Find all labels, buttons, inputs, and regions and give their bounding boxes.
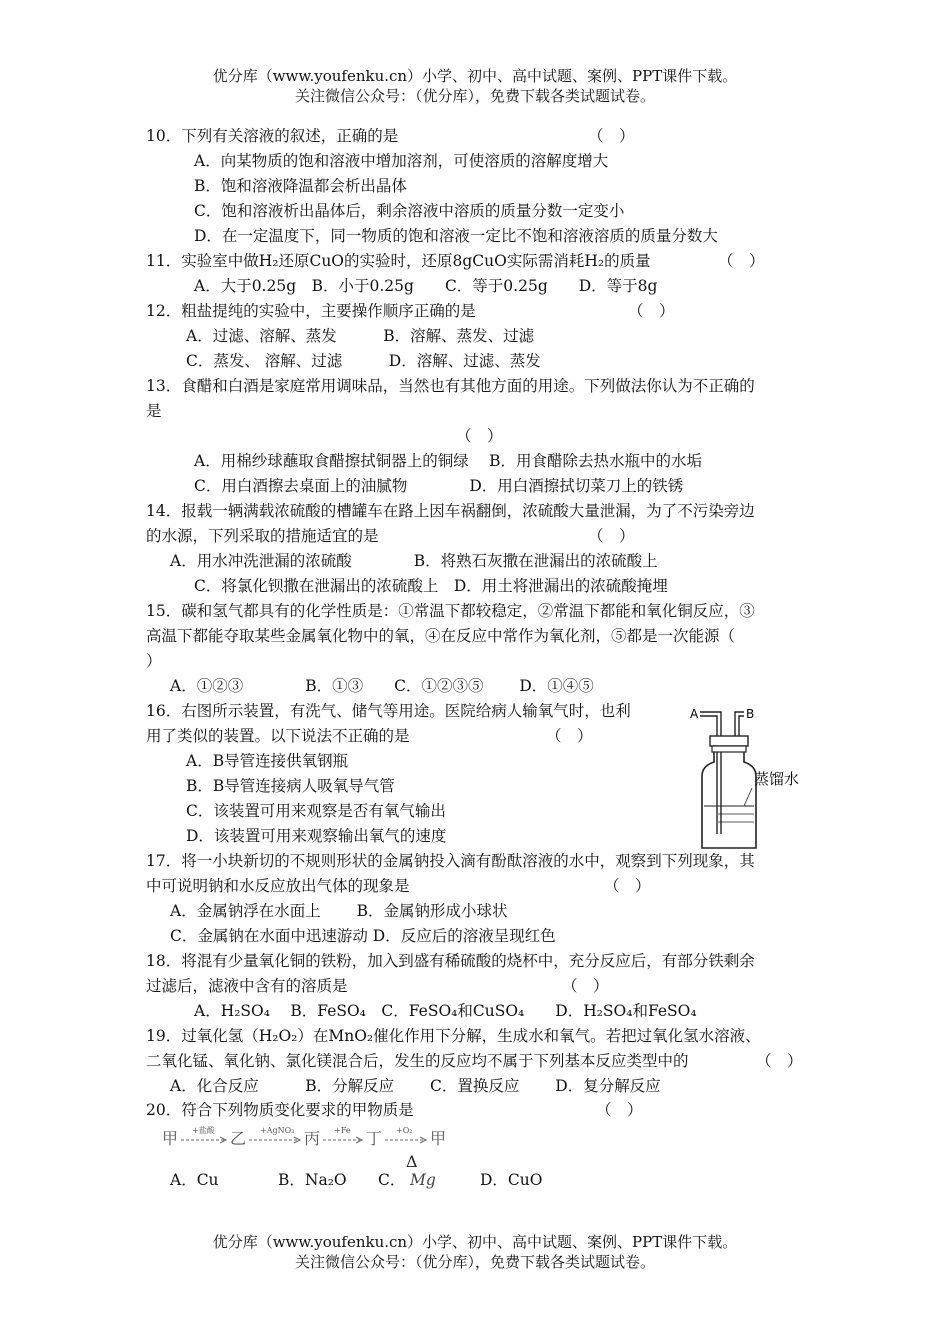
q15-stem-2: 高温下都能夺取某些金属氧化物中的氧，④在反应中常作为氧化剂，⑤都是一次能源（: [146, 627, 736, 645]
substance-ding: 丁: [366, 1129, 383, 1148]
q12-stem: 12．粗盐提纯的实验中，主要操作顺序正确的是: [146, 302, 476, 320]
q15-stem-3: ）: [146, 652, 162, 670]
q10-paren: （ ）: [588, 127, 635, 145]
q14-paren: （ ）: [588, 527, 635, 545]
reagent-fe: +Fe: [334, 1126, 351, 1135]
q17-stem-1: 17．将一小块新切的不规则形状的金属钠投入滴有酚酞溶液的水中，观察到下列现象，其: [146, 852, 755, 870]
q10-option-d: D．在一定温度下，同一物质的饱和溶液一定比不饱和溶液溶质的质量分数大: [194, 227, 718, 245]
q15-stem-1: 15．碳和氢气都具有的化学性质是：①常温下都较稳定，②常温下都能和氧化铜反应，③: [146, 602, 755, 620]
q12-paren: （ ）: [628, 302, 675, 320]
q10-option-a: A．向某物质的饱和溶液中增加溶剂，可使溶质的溶解度增大: [194, 152, 609, 170]
q11-stem: 11．实验室中做H₂还原CuO的实验时，还原8gCuO实际需消耗H₂的质量: [146, 252, 651, 270]
reaction-chain: [162, 1125, 462, 1171]
q20-option-c: C．: [378, 1171, 406, 1189]
gas-washing-bottle-diagram: [688, 702, 836, 850]
q18-paren: （ ）: [562, 977, 609, 995]
substance-jia: 甲: [162, 1129, 179, 1148]
q13-options-ab: A．用棉纱球蘸取食醋擦拭铜器上的铜绿 B．用食醋除去热水瓶中的水垢: [194, 452, 703, 470]
q16-option-c: C．该装置可用来观察是否有氧气输出: [186, 802, 446, 820]
q18-options: A．H₂SO₄ B．FeSO₄ C．FeSO₄和CuSO₄ D．H₂SO₄和FeSO₄: [194, 1002, 697, 1020]
substance-jia-end: 甲: [430, 1129, 447, 1148]
q13-options-cd: C．用白酒擦去桌面上的油腻物 D．用白酒擦拭切菜刀上的铁锈: [194, 477, 684, 495]
q19-options: A．化合反应 B．分解反应 C．置换反应 D．复分解反应: [170, 1077, 661, 1095]
q19-stem-2: 二氧化锰、氧化钠、氯化镁混合后，发生的反应均不属于下列基本反应类型中的: [146, 1052, 689, 1070]
q17-options-ab: A．金属钠浮在水面上 B．金属钠形成小球状: [170, 902, 508, 920]
q13-stem-1: 13．食醋和白酒是家庭常用调味品，当然也有其他方面的用途。下列做法你认为不正确的: [146, 377, 755, 395]
q14-stem-1: 14．报载一辆满载浓硫酸的槽罐车在路上因车祸翻倒，浓硫酸大量泄漏，为了不污染旁边: [146, 502, 755, 520]
q19-paren: （ ）: [756, 1052, 803, 1070]
footer-line-2: 关注微信公众号：（优分库），免费下载各类试题试卷。: [294, 1253, 655, 1271]
q20-stem: 20．符合下列物质变化要求的甲物质是: [146, 1101, 414, 1119]
header-line-2: 关注微信公众号：（优分库），免费下载各类试题试卷。: [294, 87, 655, 105]
q14-options-cd: C．将氯化钡撒在泄漏出的浓硫酸上 D．用土将泄漏出的浓硫酸掩埋: [194, 577, 668, 595]
tube-label-a: A: [690, 707, 699, 721]
q16-option-b: B．B导管连接病人吸氧导气管: [186, 777, 395, 795]
q20-option-b: B．Na₂O: [278, 1171, 347, 1189]
q17-stem-2: 中可说明钠和水反应放出气体的现象是: [146, 877, 410, 895]
q12-options-cd: C．蒸发、 溶解、过滤 D．溶解、过滤、蒸发: [186, 352, 541, 370]
q20-paren: （ ）: [596, 1101, 643, 1119]
footer-line-1: 优分库（www.youfenku.cn）小学、初中、高中试题、案例、PPT课件下载。: [212, 1233, 738, 1251]
q16-stem-1: 16．右图所示装置，有洗气、储气等用途。医院给病人输氧气时，也利: [146, 702, 631, 720]
q13-stem-2: 是: [146, 402, 162, 420]
q10-stem: 10．下列有关溶液的叙述，正确的是: [146, 127, 399, 145]
q14-stem-2: 的水源，下列采取的措施适宜的是: [146, 527, 379, 545]
reagent-agno3: +AgNO₃: [260, 1126, 295, 1135]
reagent-hcl: +盐酸: [192, 1126, 215, 1135]
q20-option-d: D．CuO: [480, 1171, 543, 1189]
q20-option-a: A．Cu: [170, 1171, 219, 1189]
q20-option-c-value: Mg: [410, 1171, 436, 1189]
reagent-o2: +O₂: [396, 1126, 413, 1135]
substance-yi: 乙: [230, 1129, 247, 1148]
heat-symbol: Δ: [406, 1152, 418, 1171]
q16-option-a: A．B导管连接供氧钢瓶: [186, 752, 349, 770]
q10-option-b: B．饱和溶液降温都会析出晶体: [194, 177, 407, 195]
q12-options-ab: A．过滤、溶解、蒸发 B．溶解、蒸发、过滤: [186, 327, 535, 345]
q11-paren: （ ）: [718, 252, 765, 270]
q15-options: A．①②③ B．①③ C．①②③⑤ D．①④⑤: [170, 677, 594, 695]
tube-label-b: B: [746, 707, 755, 721]
q18-stem-2: 过滤后，滤液中含有的溶质是: [146, 977, 348, 995]
q16-stem-2: 用了类似的装置。以下说法不正确的是: [146, 727, 410, 745]
header-line-1: 优分库（www.youfenku.cn）小学、初中、高中试题、案例、PPT课件下载。: [212, 67, 738, 85]
q18-stem-1: 18．将混有少量氧化铜的铁粉，加入到盛有稀硫酸的烧杯中，充分反应后，有部分铁剩余: [146, 952, 755, 970]
q14-options-ab: A．用水冲洗泄漏的浓硫酸 B．将熟石灰撒在泄漏出的浓硫酸上: [170, 552, 658, 570]
q13-paren: （ ）: [456, 427, 503, 445]
q16-option-d: D．该装置可用来观察输出氧气的速度: [186, 827, 447, 845]
q10-option-c: C．饱和溶液析出晶体后，剩余溶液中溶质的质量分数一定变小: [194, 202, 625, 220]
q11-options: A．大于0.25g B．小于0.25g C．等于0.25g D．等于8g: [194, 277, 658, 295]
q16-paren: （ ）: [546, 727, 593, 745]
q19-stem-1: 19．过氧化氢（H₂O₂）在MnO₂催化作用下分解，生成水和氧气。若把过氧化氢水溶液、: [146, 1027, 761, 1045]
q17-paren: （ ）: [604, 877, 651, 895]
distilled-water-label: 蒸馏水: [754, 770, 800, 788]
substance-bing: 丙: [304, 1129, 321, 1148]
q17-options-cd: C．金属钠在水面中迅速游动 D．反应后的溶液呈现红色: [170, 927, 556, 945]
